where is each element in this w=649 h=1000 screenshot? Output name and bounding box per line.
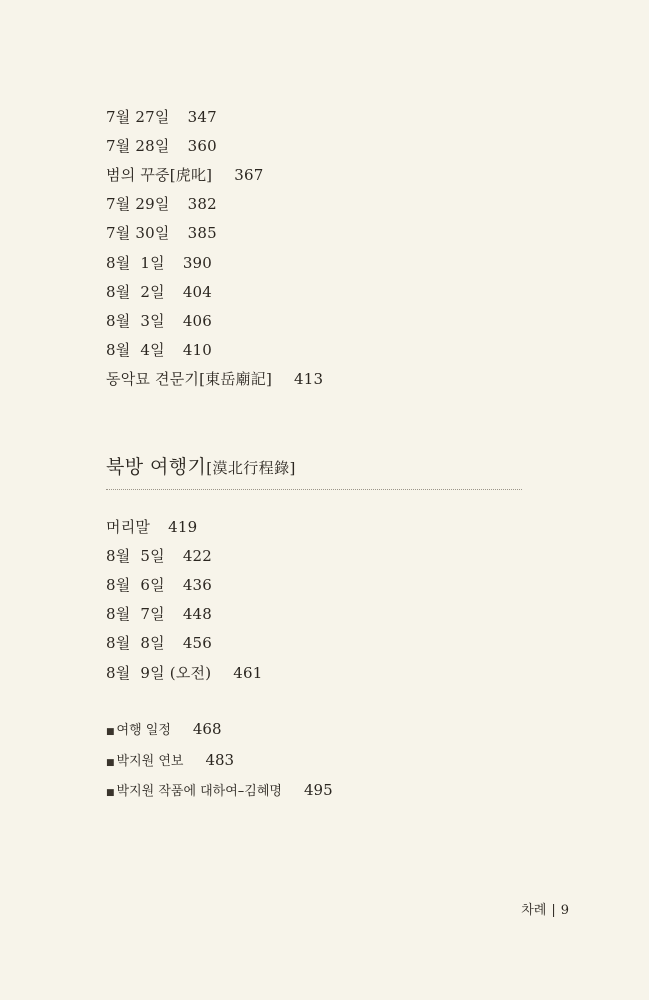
- toc-entry: [106, 164, 263, 188]
- toc-entry-page: 367: [234, 166, 264, 184]
- toc-entry-page: 347: [187, 108, 217, 126]
- appendix-entry-page: 468: [192, 720, 222, 738]
- footer-separator: |: [551, 903, 556, 918]
- toc-entry: [106, 281, 212, 305]
- toc-entry-page: 448: [182, 605, 213, 623]
- toc-entry-page: 422: [182, 547, 213, 565]
- toc-entry-title: 8월 4일: [106, 341, 165, 359]
- toc-entry-title: 8월 1일: [106, 254, 165, 272]
- toc-entry: [106, 574, 212, 598]
- toc-entry-title: 8월 6일: [106, 576, 165, 594]
- toc-entry-page: 456: [182, 634, 213, 652]
- toc-entry-title: 7월 27일: [106, 108, 170, 126]
- toc-entry: [106, 222, 217, 246]
- toc-entry-page: 390: [182, 254, 213, 272]
- toc-entry: [106, 106, 217, 130]
- toc-entry: [106, 193, 217, 217]
- section-divider: [106, 489, 522, 490]
- toc-entry: [106, 545, 212, 569]
- toc-entry-page: 410: [182, 341, 213, 359]
- toc-entry-page: 419: [168, 518, 198, 536]
- appendix-entry-title: 박지원 연보: [116, 754, 184, 769]
- appendix-entry: [106, 750, 234, 772]
- toc-entry-title: 머리말: [106, 518, 151, 536]
- appendix-entry-page: 483: [205, 751, 235, 769]
- toc-entry-page: 382: [187, 195, 217, 213]
- toc-entry-title: 7월 29일: [106, 195, 170, 213]
- toc-entry-page: 413: [294, 370, 324, 388]
- toc-entry: [106, 603, 212, 627]
- toc-entry-page: 385: [187, 224, 217, 242]
- toc-entry-title: 8월 7일: [106, 605, 165, 623]
- toc-entry: [106, 516, 197, 540]
- appendix-entry-title: 박지원 작품에 대하여–김혜명: [116, 784, 282, 799]
- toc-entry: [106, 252, 212, 276]
- toc-entry-title: 8월 8일: [106, 634, 165, 652]
- page-footer: [521, 899, 569, 918]
- section-heading-hanja: [漠北行程錄]: [206, 459, 296, 477]
- toc-entry-page: 461: [233, 664, 263, 682]
- appendix-entry: [106, 719, 222, 741]
- toc-entry: [106, 310, 212, 334]
- toc-entry: [106, 662, 263, 686]
- toc-entry-title: 8월 9일 (오전): [106, 664, 212, 682]
- square-bullet-icon: ■: [106, 758, 115, 768]
- square-bullet-icon: ■: [106, 727, 115, 737]
- toc-entry-title: 8월 3일: [106, 312, 165, 330]
- toc-entry-page: 436: [182, 576, 213, 594]
- toc-entry-title: 7월 30일: [106, 224, 170, 242]
- toc-entry: [106, 135, 217, 159]
- appendix-entry: [106, 780, 333, 802]
- toc-entry: [106, 368, 323, 392]
- page-number: 9: [560, 903, 569, 918]
- toc-entry-title: 동악묘 견문기[東岳廟記]: [106, 370, 273, 388]
- toc-entry-page: 360: [187, 137, 217, 155]
- toc-entry-title: 8월 2일: [106, 283, 165, 301]
- toc-entry-title: 8월 5일: [106, 547, 165, 565]
- toc-entry-title: 7월 28일: [106, 137, 170, 155]
- square-bullet-icon: ■: [106, 788, 115, 798]
- toc-entry-page: 406: [182, 312, 213, 330]
- toc-entry: [106, 632, 212, 656]
- section-heading-title: 북방 여행기: [106, 456, 207, 478]
- appendix-entry-title: 여행 일정: [116, 723, 171, 738]
- toc-entry-title: 범의 꾸중[虎叱]: [106, 166, 213, 184]
- toc-entry-page: 404: [182, 283, 213, 301]
- footer-label: 차례: [521, 903, 547, 918]
- toc-entry: [106, 339, 212, 363]
- appendix-entry-page: 495: [303, 781, 333, 799]
- section-heading: [106, 452, 296, 479]
